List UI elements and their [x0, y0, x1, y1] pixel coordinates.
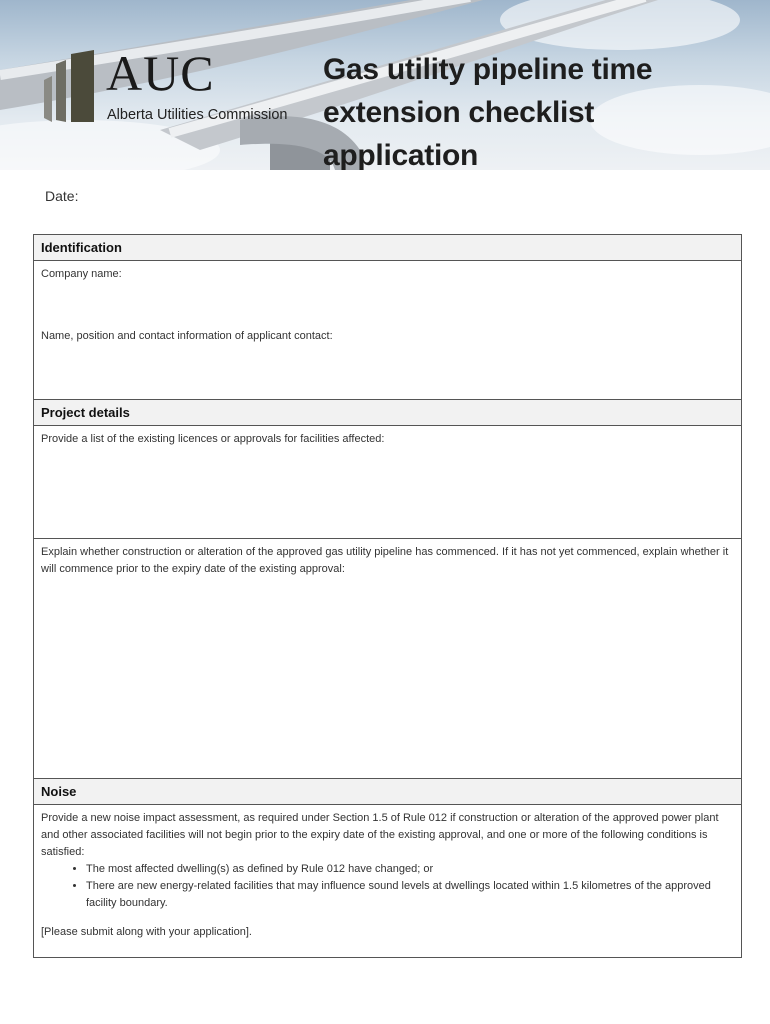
auc-logo: [44, 45, 294, 130]
noise-intro-text: Provide a new noise impact assessment, as required under Section 1.5 of Rule 012 if construction or alteration of the approved power plant and other associated facilities will not begin prior to the expiry date of the existing approval, and one or more of the following conditions is satisfied:: [41, 812, 719, 858]
list-item: • There are new energy-related facilities that may influence sound levels at dwellings located within 1.5 kilometres of the approved facility boundary.: [86, 878, 734, 912]
noise-conditions-list: [41, 861, 734, 912]
date-label: Date:: [45, 188, 79, 204]
applicant-contact-field[interactable]: Name, position and contact information of applicant contact:: [41, 330, 333, 342]
logo-wordmark: AUC: [106, 45, 215, 101]
auc-logo-mark-icon: [44, 50, 104, 122]
page-title-line-2: extension checklist application: [323, 96, 595, 170]
submission-note: [Please submit along with your application].: [41, 926, 252, 938]
page-title-line-1: Gas utility pipeline time: [323, 53, 653, 86]
checklist-form: [33, 234, 742, 958]
identification-cell: [34, 261, 741, 399]
identification-heading: Identification: [34, 235, 741, 261]
noise-cell[interactable]: [34, 805, 741, 957]
construction-field[interactable]: Explain whether construction or alteration of the approved gas utility pipeline has commenced. If it has not yet commenced, explain whether it will commence prior to the expiry date of the existing approval:: [34, 538, 741, 778]
logo-subtitle: Alberta Utilities Commission: [107, 107, 288, 123]
noise-heading: Noise: [34, 778, 741, 805]
header-banner: [0, 0, 770, 170]
company-name-field[interactable]: Company name:: [41, 268, 122, 280]
licences-field[interactable]: Provide a list of the existing licences or approvals for facilities affected:: [41, 433, 385, 445]
project-details-heading: Project details: [34, 399, 741, 426]
page-title: [323, 48, 753, 170]
list-item: • The most affected dwelling(s) as defined by Rule 012 have changed; or: [86, 861, 734, 878]
